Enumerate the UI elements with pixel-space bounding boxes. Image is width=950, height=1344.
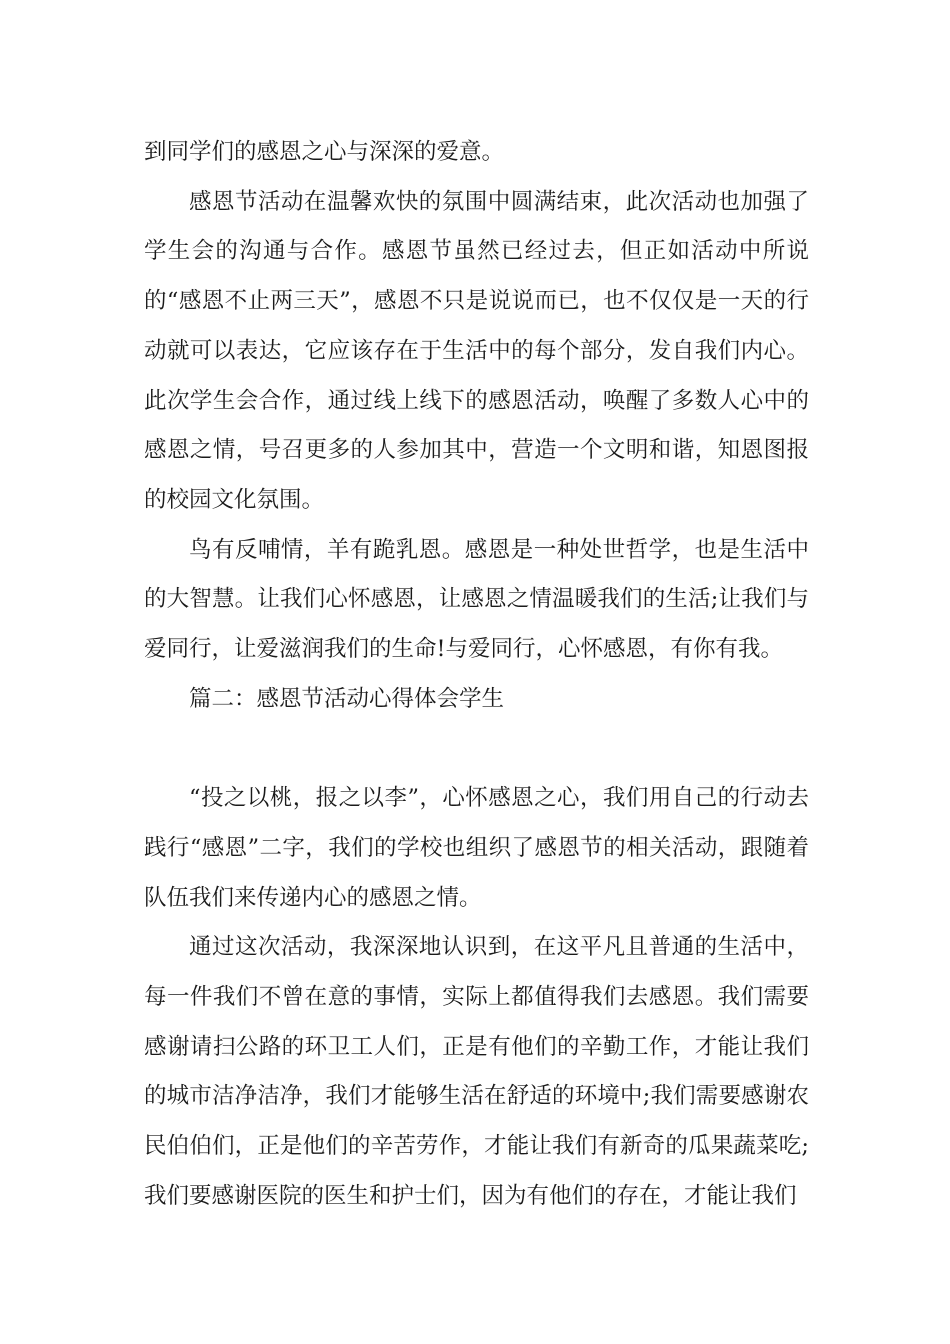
blank-line [144, 724, 809, 774]
paragraph-continuation: 到同学们的感恩之心与深深的爱意。 [144, 139, 505, 165]
document-body [144, 128, 809, 1221]
paragraph-activity-summary: 感恩节活动在温馨欢快的氛围中圆满结束，此次活动也加强了学生会的沟通与合作。感恩节虽然已经过去，但正如活动中所说的“感恩不止两三天”，感恩不只是说说而已，也不仅仅是一天的行动就可以表达，它应该存在于生活中的每个部分，发自我们内心。此次学生会合作，通过线上线下的感恩活动，唤醒了多数人心中的感恩之情，号召更多的人参加其中，营造一个文明和谐，知恩图报的校园文化氛围。 [144, 188, 809, 513]
paragraph-gratitude-philosophy: 鸟有反哺情，羊有跪乳恩。感恩是一种处世哲学，也是生活中的大智慧。让我们心怀感恩，让感恩之情温暖我们的生活;让我们与爱同行，让爱滋润我们的生命!与爱同行，心怀感恩，有你有我。 [144, 536, 809, 663]
paragraph-intro-quote: “投之以桃，报之以李”，心怀感恩之心，我们用自己的行动去践行“感恩”二字，我们的学校也组织了感恩节的相关活动，跟随着队伍我们来传递内心的感恩之情。 [144, 785, 809, 911]
paragraph-reflection: 通过这次活动，我深深地认识到，在这平凡且普通的生活中，每一件我们不曾在意的事情，实际上都值得我们去感恩。我们需要感谢请扫公路的环卫工人们，正是有他们的辛勤工作，才能让我们的城市洁净洁净，我们才能够生活在舒适的环境中;我们需要感谢农民伯伯们，正是他们的辛苦劳作，才能让我们有新奇的瓜果蔬菜吃;我们要感谢医院的医生和护士们，因为有他们的存在，才能让我们 [144, 934, 809, 1209]
section-heading: 篇二：感恩节活动心得体会学生 [189, 685, 505, 712]
